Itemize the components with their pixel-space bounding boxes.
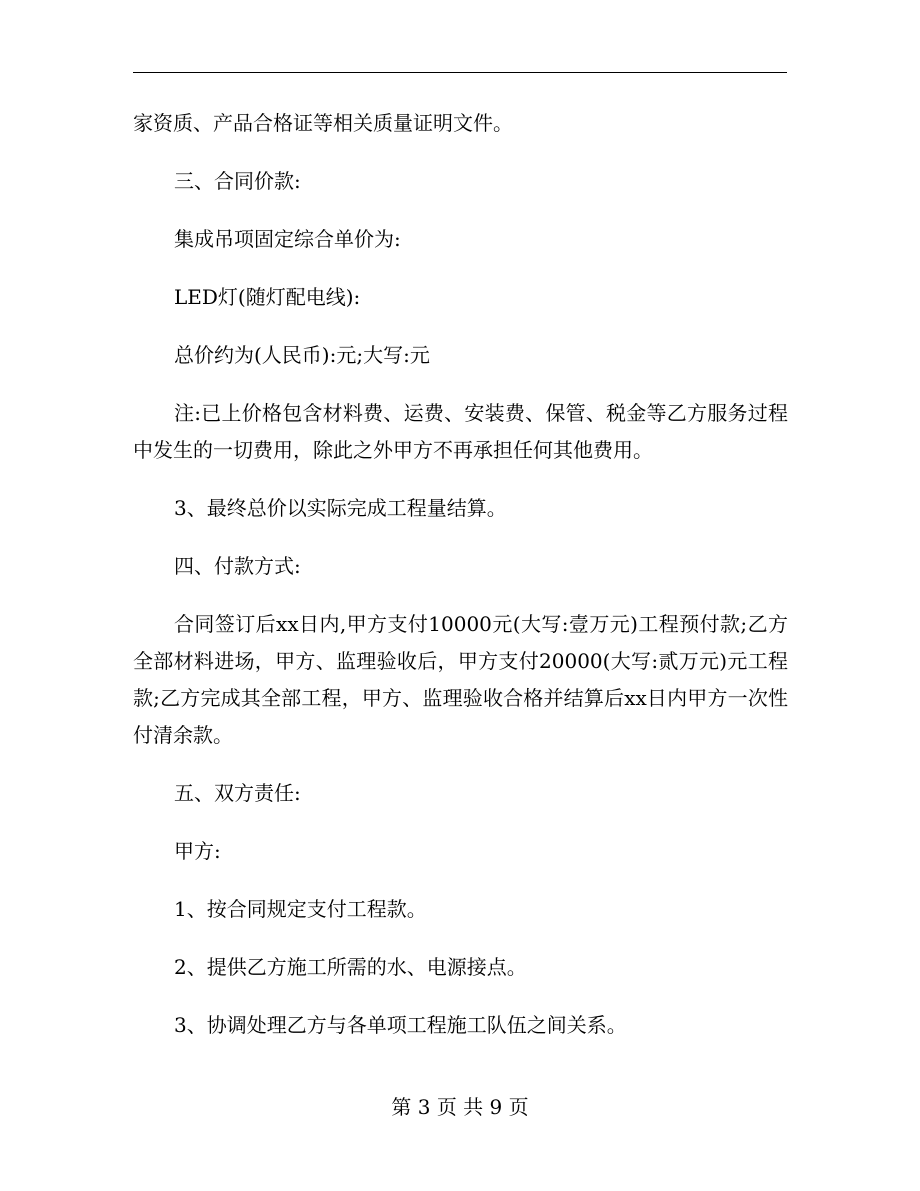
list-item: 2、提供乙方施工所需的水、电源接点。 bbox=[174, 955, 527, 979]
page-number-footer: 第 3 页 共 9 页 bbox=[391, 1095, 529, 1119]
header-rule bbox=[133, 72, 787, 73]
paragraph-continuation: 家资质、产品合格证等相关质量证明文件。 bbox=[133, 111, 513, 135]
paragraph-payment-terms: 合同签订后xx日内,甲方支付10000元(大写:壹万元)工程预付款;乙方全部材料进场，甲方、监理验收后，甲方支付20000(大写:贰万元)元工程款;乙方完成其全部工程，甲方、监理验收合格并结算后xx日内甲方一次性付清余款。 bbox=[133, 612, 788, 747]
paragraph-led-light: LED灯(随灯配电线): bbox=[174, 285, 361, 309]
paragraph-price-note: 注:已上价格包含材料费、运费、安装费、保管、税金等乙方服务过程中发生的一切费用，除此之外甲方不再承担任何其他费用。 bbox=[133, 401, 788, 462]
list-item: 1、按合同规定支付工程款。 bbox=[174, 897, 427, 921]
section-heading-contract-price: 三、合同价款: bbox=[174, 169, 301, 193]
paragraph-final-settlement: 3、最终总价以实际完成工程量结算。 bbox=[174, 496, 507, 520]
paragraph-total-price: 总价约为(人民币):元;大写:元 bbox=[174, 343, 430, 367]
paragraph-party-a: 甲方: bbox=[174, 839, 221, 863]
list-item: 3、协调处理乙方与各单项工程施工队伍之间关系。 bbox=[174, 1013, 627, 1037]
paragraph-unit-price: 集成吊项固定综合单价为: bbox=[174, 227, 401, 251]
document-body bbox=[133, 105, 788, 1065]
section-heading-payment-method: 四、付款方式: bbox=[174, 554, 301, 578]
section-heading-responsibilities: 五、双方责任: bbox=[174, 781, 301, 805]
